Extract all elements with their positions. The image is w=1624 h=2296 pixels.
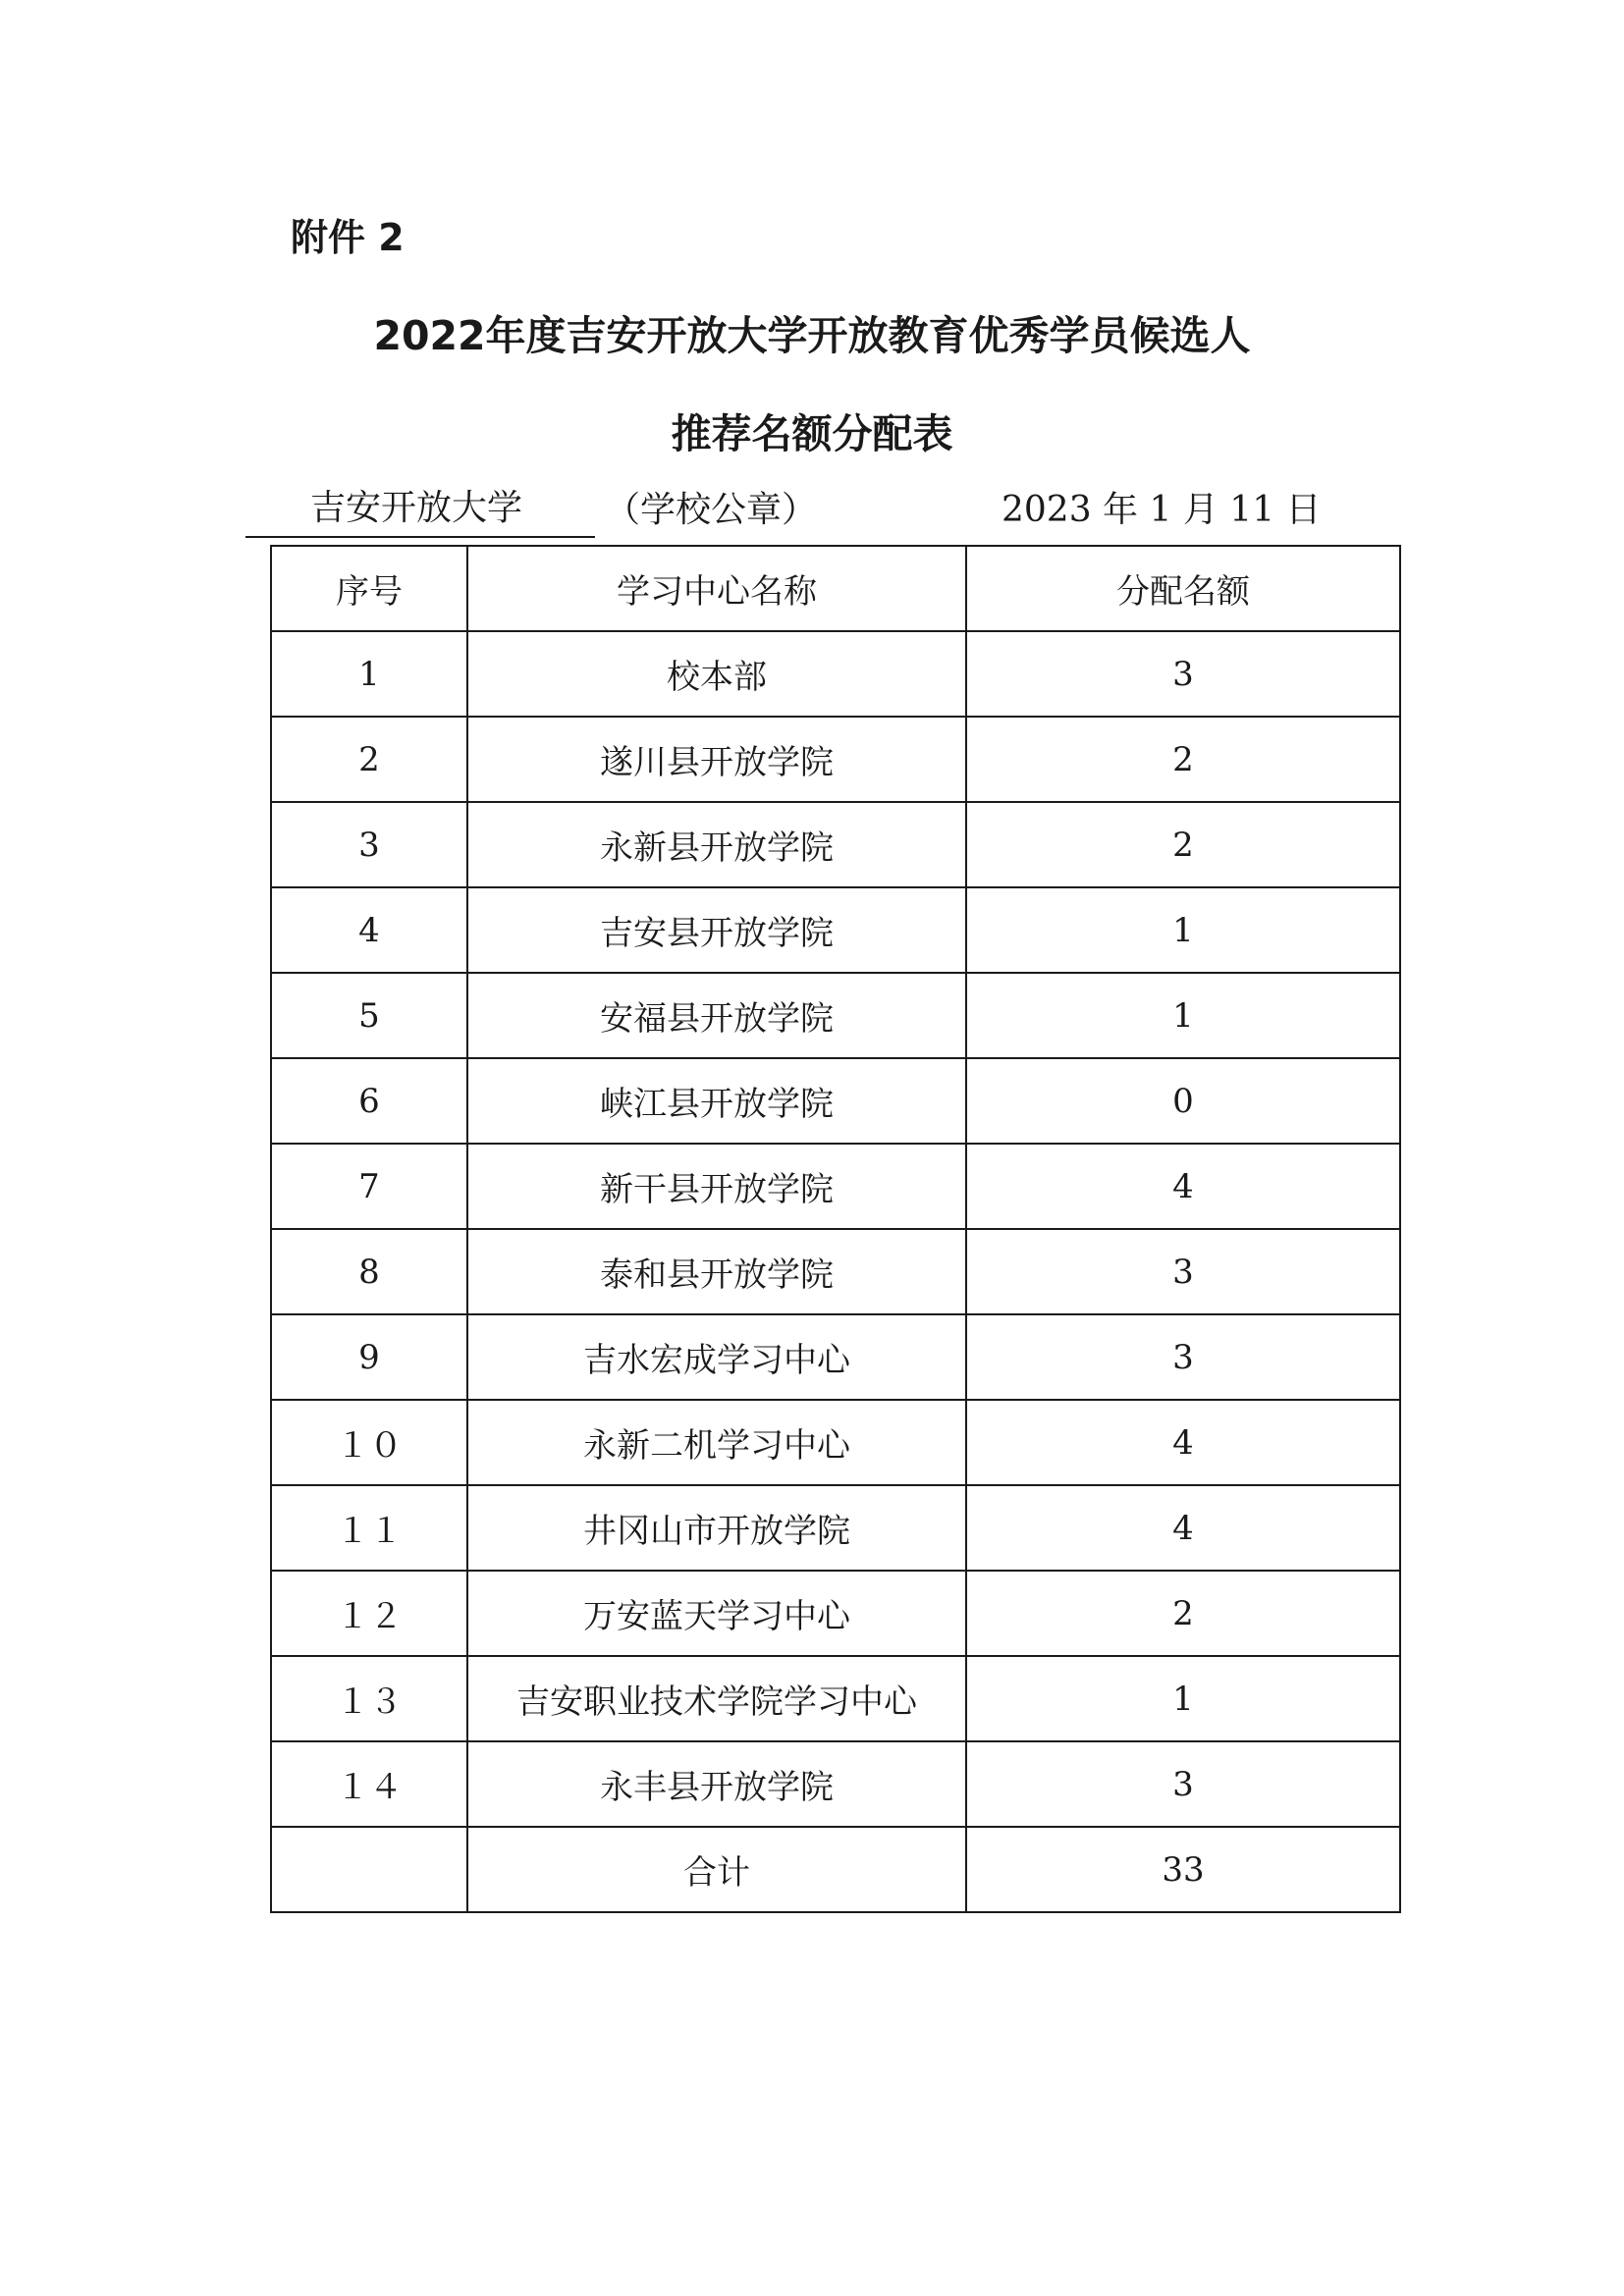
row-center-name: 吉水宏成学习中心 [467,1314,966,1400]
table-row [271,1058,1400,1144]
row-quota: 1 [966,887,1400,973]
row-number: 9 [271,1314,467,1400]
document-title-line1: 2022年度吉安开放大学开放教育优秀学员候选人 [373,312,1251,359]
row-number: １２ [271,1571,467,1656]
header-number: 序号 [271,546,467,631]
row-number: １３ [271,1656,467,1741]
row-number: 7 [271,1144,467,1229]
table-header-row [271,546,1400,631]
seal-label: （学校公章） [605,490,818,530]
table-row [271,631,1400,717]
row-center-name: 吉安职业技术学院学习中心 [467,1656,966,1741]
row-quota: 1 [966,1656,1400,1741]
row-center-name: 永新二机学习中心 [467,1400,966,1485]
row-quota: 4 [966,1144,1400,1229]
table-row [271,1144,1400,1229]
row-center-name: 校本部 [467,631,966,717]
attachment-label: 附件 2 [291,216,405,259]
row-number: １１ [271,1485,467,1571]
row-number: １４ [271,1741,467,1827]
row-quota: 2 [966,802,1400,887]
document-title-line2: 推荐名额分配表 [671,410,953,457]
row-center-name: 泰和县开放学院 [467,1229,966,1314]
row-center-name: 安福县开放学院 [467,973,966,1058]
row-number: 6 [271,1058,467,1144]
row-quota: 3 [966,1229,1400,1314]
row-quota: 1 [966,973,1400,1058]
table-row [271,887,1400,973]
row-center-name: 永新县开放学院 [467,802,966,887]
row-number: 3 [271,802,467,887]
row-number: 2 [271,717,467,802]
total-number [271,1827,467,1912]
table-total-row [271,1827,1400,1912]
table-row [271,717,1400,802]
row-quota: 4 [966,1400,1400,1485]
total-label: 合计 [467,1827,966,1912]
row-number: 5 [271,973,467,1058]
row-center-name: 永丰县开放学院 [467,1741,966,1827]
row-quota: 2 [966,717,1400,802]
table-row [271,1741,1400,1827]
row-quota: 0 [966,1058,1400,1144]
table-row [271,1314,1400,1400]
row-quota: 3 [966,1741,1400,1827]
table-row [271,1400,1400,1485]
row-quota: 3 [966,631,1400,717]
table-row [271,1571,1400,1656]
quota-table [270,545,1401,1913]
row-center-name: 吉安县开放学院 [467,887,966,973]
row-center-name: 新干县开放学院 [467,1144,966,1229]
total-quota: 33 [966,1827,1400,1912]
table-row [271,973,1400,1058]
row-center-name: 峡江县开放学院 [467,1058,966,1144]
row-center-name: 遂川县开放学院 [467,717,966,802]
row-center-name: 万安蓝天学习中心 [467,1571,966,1656]
table-row [271,1229,1400,1314]
row-center-name: 井冈山市开放学院 [467,1485,966,1571]
table-row [271,1485,1400,1571]
school-seal-date-line [245,481,1375,540]
row-quota: 4 [966,1485,1400,1571]
row-number: 8 [271,1229,467,1314]
row-number: 4 [271,887,467,973]
row-number: １０ [271,1400,467,1485]
table-row [271,802,1400,887]
row-number: 1 [271,631,467,717]
school-name: 吉安开放大学 [245,481,595,538]
header-quota: 分配名额 [966,546,1400,631]
header-center-name: 学习中心名称 [467,546,966,631]
row-quota: 3 [966,1314,1400,1400]
table-row [271,1656,1400,1741]
document-date: 2023 年 1 月 11 日 [1001,490,1322,530]
row-quota: 2 [966,1571,1400,1656]
